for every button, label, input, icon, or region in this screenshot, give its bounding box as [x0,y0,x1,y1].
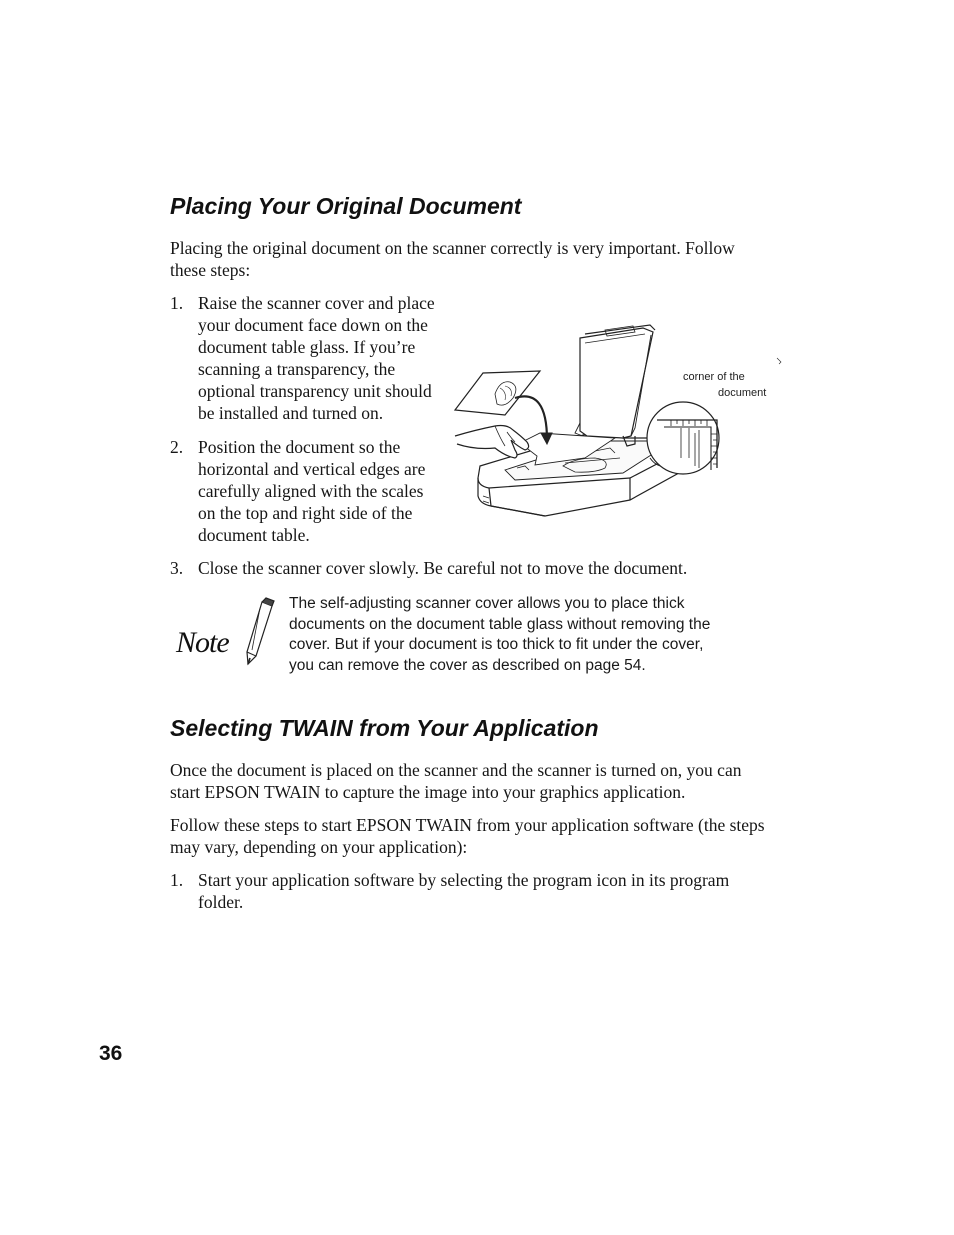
note-line: cover. But if your document is too thick to fit under the cover, [289,636,704,653]
page-number: 36 [99,1042,123,1065]
section-heading-placing-document: Placing Your Original Document [170,193,522,219]
step-line: document table glass. If you’re [198,337,416,357]
step-text [198,436,425,546]
step-line: on the top and right side of the [198,503,413,523]
paragraph-line: may vary, depending on your application): [170,837,468,857]
hand-icon [455,426,529,459]
scanner-illustration [445,318,795,523]
step-line: optional transparency unit should [198,381,432,401]
corner-zoom-circle [647,402,719,474]
paragraph-line: Follow these steps to start EPSON TWAIN from your application software (the steps [170,815,765,835]
intro-line: these steps: [170,260,251,280]
callout-label-line2: document [718,387,767,399]
step-text: Close the scanner cover slowly. Be careful not to move the document. [198,558,688,578]
paragraph-twain-steps-intro [170,814,765,858]
step-line: Start your application software by selecting the program icon in its program [198,870,730,890]
pencil-icon [240,596,276,668]
paragraph-line: start EPSON TWAIN to capture the image into your graphics application. [170,782,686,802]
step-text [198,869,729,913]
callout-label-line1: corner of the [683,371,745,383]
step-line: carefully aligned with the scales [198,481,424,501]
note-line: documents on the document table glass without removing the [289,615,711,633]
step-line: horizontal and vertical edges are [198,459,426,479]
note-line: The self-adjusting scanner cover allows you to place thick [289,595,685,612]
note-text [289,594,769,676]
note-line: you can remove the cover as described on page 54. [289,656,646,674]
step-line: your document face down on the [198,315,428,335]
section-heading-selecting-twain: Selecting TWAIN from Your Application [170,715,599,741]
scanner-cover [580,328,653,438]
step-line: Position the document so the [198,437,401,457]
step-line: folder. [198,892,244,912]
step-number: 1. [170,870,184,890]
step-number: 2. [170,437,184,457]
step-number: 1. [170,293,184,313]
step-text [198,292,435,424]
document-picture [455,371,540,415]
step-number: 3. [170,558,184,578]
intro-paragraph [170,237,735,281]
step-line: document table. [198,525,310,545]
step-line: scanning a transparency, the [198,359,396,379]
paragraph-twain-intro [170,759,741,803]
step-line: Raise the scanner cover and place [198,293,435,313]
paragraph-line: Once the document is placed on the scanner and the scanner is turned on, you can [170,760,742,780]
note-label: Note [176,626,229,659]
intro-line: Placing the original document on the scanner correctly is very important. Follow [170,238,735,258]
step-line: be installed and turned on. [198,403,384,423]
